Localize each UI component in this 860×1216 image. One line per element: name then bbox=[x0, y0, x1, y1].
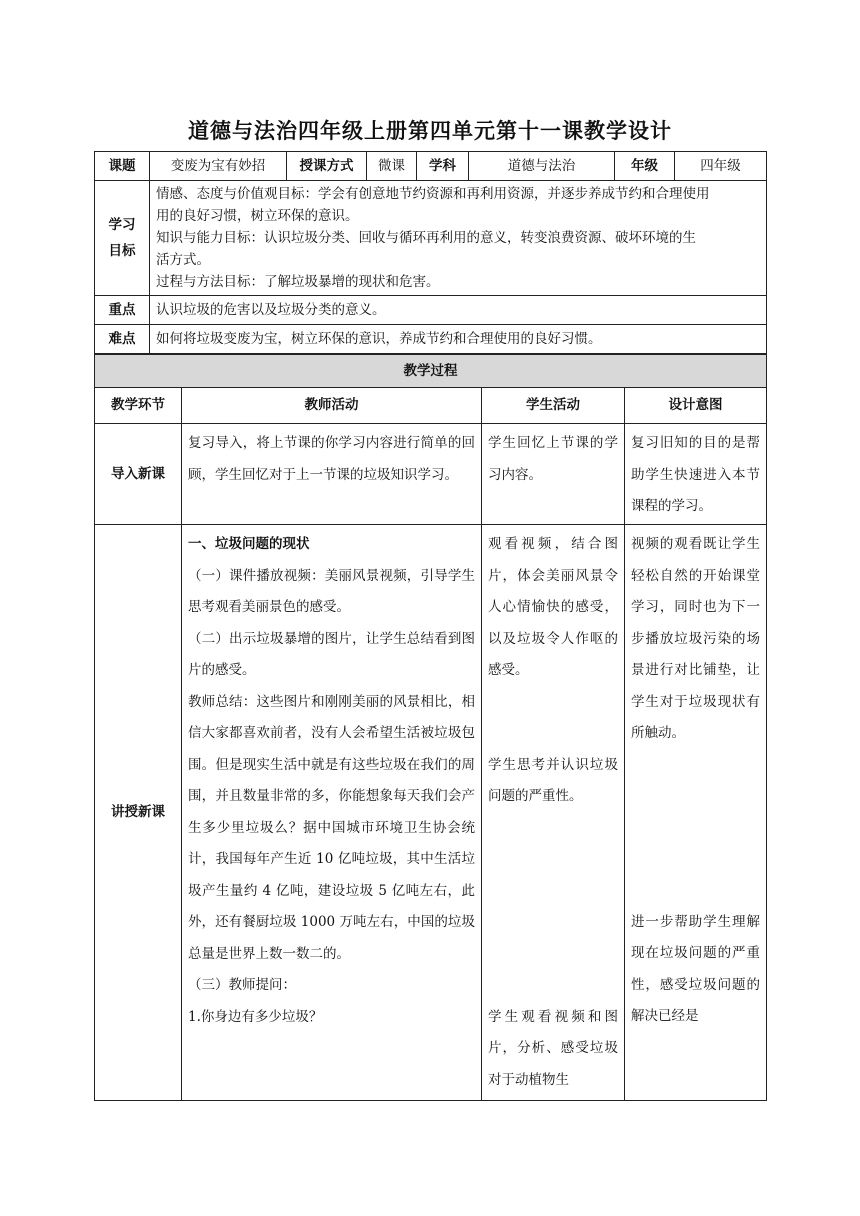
topic-label: 课题 bbox=[95, 152, 150, 181]
teacher-paragraph: （三）教师提问： bbox=[188, 977, 296, 993]
intro-student: 学生回忆上节课的学习内容。 bbox=[482, 424, 625, 525]
header-teacher: 教师活动 bbox=[182, 388, 482, 424]
objective-line: 过程与方法目标：了解垃圾暴增的现状和危害。 bbox=[156, 274, 440, 290]
grade-label: 年级 bbox=[615, 152, 675, 181]
teacher-paragraph: 1.你身边有多少垃圾？ bbox=[188, 1008, 323, 1025]
teacher-paragraph: （二）出示垃圾暴增的图片，让学生总结看到图片的感受。 bbox=[188, 630, 475, 678]
student-paragraph: 观看视频，结合图片，体会美丽风景令人心情愉快的感受，以及垃圾令人作呕的感受。 bbox=[488, 536, 618, 678]
method-label: 授课方式 bbox=[287, 152, 367, 181]
objective-line: 知识与能力目标：认识垃圾分类、回收与循环再利用的意义，转变浪费资源、破坏环境的生 bbox=[156, 230, 696, 246]
intro-teacher: 复习导入，将上节课的你学习内容进行简单的回顾，学生回忆对于上一节课的垃圾知识学习。 bbox=[182, 424, 482, 525]
key-point-text: 认识垃圾的危害以及垃圾分类的意义。 bbox=[150, 296, 767, 325]
page-title: 道德与法治四年级上册第四单元第十一课教学设计 bbox=[188, 119, 672, 143]
student-paragraph: 学生观看视频和图片，分析、感受垃圾对于动植物生 bbox=[488, 1008, 618, 1088]
new-teacher bbox=[182, 525, 482, 1101]
difficulty-text: 如何将垃圾变废为宝，树立环保的意识，养成节约和合理使用的良好习惯。 bbox=[150, 325, 767, 354]
objectives-label bbox=[95, 181, 150, 296]
objective-line: 活方式。 bbox=[156, 252, 210, 268]
objectives-label-text: 学习目标 bbox=[108, 217, 136, 259]
difficulty-label: 难点 bbox=[95, 325, 150, 354]
objective-line: 情感、态度与价值观目标：学会有创意地节约资源和再利用资源，并逐步养成节约和合理使用 bbox=[156, 186, 710, 202]
intent-paragraph: 视频的观看既让学生轻松自然的开始课堂学习，同时也为下一步播放垃圾污染的场景进行对比铺垫，让学生对于垃圾现状有所触动。 bbox=[631, 536, 760, 741]
method-value: 微课 bbox=[367, 152, 417, 181]
header-stage: 教学环节 bbox=[95, 388, 182, 424]
new-intent bbox=[625, 525, 767, 1101]
intent-paragraph: 进一步帮助学生理解现在垃圾问题的严重性，感受垃圾问题的解决已经是 bbox=[631, 913, 760, 1024]
stage-intro: 导入新课 bbox=[95, 424, 182, 525]
objective-line: 用的良好习惯，树立环保的意识。 bbox=[156, 208, 359, 224]
teacher-paragraph: （一）课件播放视频：美丽风景视频，引导学生思考观看美丽景色的感受。 bbox=[188, 567, 475, 615]
new-student bbox=[482, 525, 625, 1101]
process-banner: 教学过程 bbox=[95, 355, 767, 388]
info-table bbox=[94, 151, 767, 354]
intro-intent: 复习旧知的目的是帮助学生快速进入本节课程的学习。 bbox=[625, 424, 767, 525]
subject-value: 道德与法治 bbox=[469, 152, 615, 181]
topic-value: 变废为宝有妙招 bbox=[150, 152, 287, 181]
key-point-label: 重点 bbox=[95, 296, 150, 325]
student-paragraph: 学生思考并认识垃圾问题的严重性。 bbox=[488, 756, 618, 804]
process-table bbox=[94, 354, 767, 1101]
header-student: 学生活动 bbox=[482, 388, 625, 424]
subject-label: 学科 bbox=[417, 152, 469, 181]
stage-new: 讲授新课 bbox=[95, 525, 182, 1101]
header-intent: 设计意图 bbox=[625, 388, 767, 424]
grade-value: 四年级 bbox=[675, 152, 767, 181]
section-heading: 一、垃圾问题的现状 bbox=[188, 536, 310, 552]
objectives-text bbox=[150, 181, 767, 296]
teacher-paragraph: 教师总结：这些图片和刚刚美丽的风景相比，相信大家都喜欢前者，没有人会希望生活被垃圾包围。但是现实生活中就是有这些垃圾在我们的周围，并且数量非常的多，你能想象每天我们会产生多少里垃圾么？据中国城市环境卫生协会统计，我国每年产生近 10 亿吨垃圾，其中生活垃圾产生量约 4 亿吨，建设垃圾 5 亿吨左右，此外，还有餐厨垃圾 1000 万吨左右，中国的垃圾总量是世界上数一数二的。 bbox=[188, 693, 475, 962]
